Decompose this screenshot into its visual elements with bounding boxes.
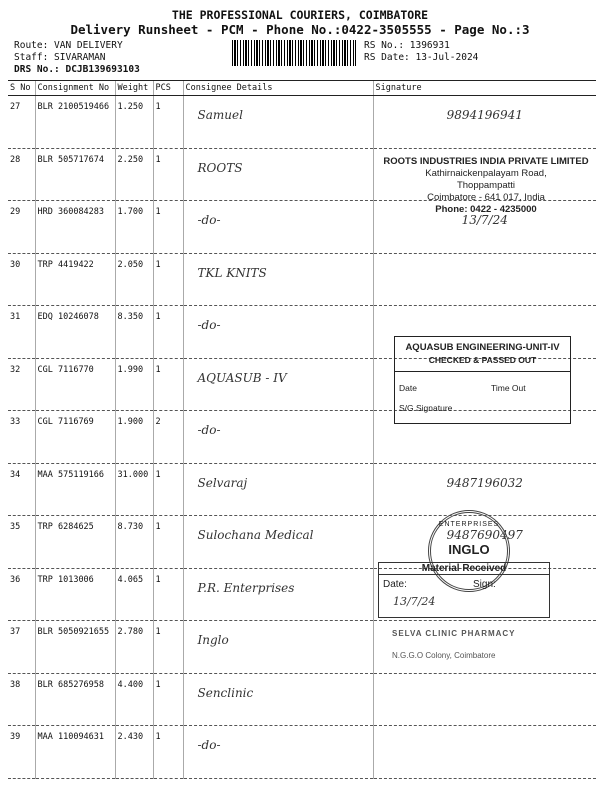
drs-number: DRS No.: DCJB139693103 (14, 64, 140, 75)
table-header-row (8, 81, 596, 96)
material-date-value: 13/7/24 (393, 595, 436, 608)
weight-cell: 4.065 (115, 568, 153, 621)
pcs-cell: 1 (153, 568, 183, 621)
weight-cell: 2.250 (115, 148, 153, 201)
signature-cell: 13/7/24 (373, 201, 596, 254)
consignee-cell: -do- (183, 726, 373, 779)
pcs-cell: 1 (153, 516, 183, 569)
rs-number: RS No.: 1396931 (364, 40, 450, 51)
consignment-cell: EDQ 10246078 (35, 306, 115, 359)
roots-stamp-line: ROOTS INDUSTRIES INDIA PRIVATE LIMITED (383, 156, 589, 167)
pcs-cell: 1 (153, 621, 183, 674)
consignment-cell: BLR 505717674 (35, 148, 115, 201)
runsheet-subtitle: Delivery Runsheet - PCM - Phone No.:0422-3505555 - Page No.:3 (70, 22, 530, 37)
weight-cell: 2.780 (115, 621, 153, 674)
consignee-cell: AQUASUB - IV (183, 358, 373, 411)
consignee-cell: -do- (183, 201, 373, 254)
weight-cell: 31.000 (115, 463, 153, 516)
sno-cell: 28 (8, 148, 35, 201)
inglo-name: INGLO (448, 542, 490, 557)
sno-cell: 37 (8, 621, 35, 674)
aquasub-stamp (394, 336, 571, 424)
table-row (8, 673, 596, 726)
consignment-cell: BLR 685276958 (35, 673, 115, 726)
consignee-cell: -do- (183, 411, 373, 464)
weight-cell: 8.350 (115, 306, 153, 359)
pharmacy-address: N.G.G.O Colony, Coimbatore (392, 651, 496, 660)
col-header: PCS (153, 81, 183, 96)
table-row (8, 463, 596, 516)
weight-cell: 1.700 (115, 201, 153, 254)
pcs-cell: 1 (153, 673, 183, 726)
consignment-cell: CGL 7116770 (35, 358, 115, 411)
consignment-cell: BLR 5050921655 (35, 621, 115, 674)
pcs-cell: 1 (153, 148, 183, 201)
sno-cell: 35 (8, 516, 35, 569)
consignee-cell: -do- (183, 306, 373, 359)
weight-cell: 1.900 (115, 411, 153, 464)
consignee-cell: Selvaraj (183, 463, 373, 516)
weight-cell: 4.400 (115, 673, 153, 726)
aquasub-subtitle: CHECKED & PASSED OUT (428, 355, 537, 365)
sno-cell: 33 (8, 411, 35, 464)
table-row (8, 96, 596, 149)
aquasub-time-label: Time Out (491, 383, 526, 393)
sno-cell: 32 (8, 358, 35, 411)
pcs-cell: 1 (153, 463, 183, 516)
sno-cell: 27 (8, 96, 35, 149)
aquasub-sig-label: S/G Signature (399, 403, 453, 413)
pharmacy-name: SELVA CLINIC PHARMACY (392, 629, 516, 638)
consignee-cell: ROOTS (183, 148, 373, 201)
weight-cell: 1.250 (115, 96, 153, 149)
inglo-ring-text: ENTERPRISES (438, 521, 500, 528)
consignee-cell: TKL KNITS (183, 253, 373, 306)
col-header: S No (8, 81, 35, 96)
consignment-cell: CGL 7116769 (35, 411, 115, 464)
col-header: Consignment No (35, 81, 115, 96)
consignment-cell: TRP 1013006 (35, 568, 115, 621)
consignee-cell: Sulochana Medical (183, 516, 373, 569)
route-label: Route: VAN DELIVERY (14, 40, 123, 51)
pcs-cell: 1 (153, 253, 183, 306)
consignee-cell: Inglo (183, 621, 373, 674)
sno-cell: 29 (8, 201, 35, 254)
weight-cell: 1.990 (115, 358, 153, 411)
consignment-cell: MAA 110094631 (35, 726, 115, 779)
signature-cell: 9894196941 (373, 96, 596, 149)
pcs-cell: 1 (153, 306, 183, 359)
pcs-cell: 2 (153, 411, 183, 464)
table-row (8, 726, 596, 779)
sno-cell: 36 (8, 568, 35, 621)
consignee-cell: Samuel (183, 96, 373, 149)
pcs-cell: 1 (153, 201, 183, 254)
pharmacy-stamp (392, 628, 592, 662)
weight-cell: 2.430 (115, 726, 153, 779)
sno-cell: 39 (8, 726, 35, 779)
consignee-cell: Senclinic (183, 673, 373, 726)
rs-date: RS Date: 13-Jul-2024 (364, 52, 479, 63)
aquasub-title: AQUASUB ENGINEERING-UNIT-IV (405, 342, 560, 353)
sno-cell: 38 (8, 673, 35, 726)
consignment-cell: TRP 4419422 (35, 253, 115, 306)
barcode-image (232, 40, 356, 66)
col-header: Weight (115, 81, 153, 96)
pcs-cell: 1 (153, 358, 183, 411)
roots-stamp-line: Kathirnaickenpalayam Road, (425, 168, 547, 179)
table-row (8, 253, 596, 306)
consignee-cell: P.R. Enterprises (183, 568, 373, 621)
signature-cell: 9487196032 (373, 463, 596, 516)
material-received-title: Material Received (379, 563, 549, 575)
staff-label: Staff: SIVARAMAN (14, 52, 106, 63)
weight-cell: 8.730 (115, 516, 153, 569)
col-header: Signature (373, 81, 596, 96)
signature-cell: 9487690497 (373, 516, 596, 569)
col-header: Consignee Details (183, 81, 373, 96)
consignment-cell: MAA 575119166 (35, 463, 115, 516)
consignment-cell: HRD 360084283 (35, 201, 115, 254)
weight-cell: 2.050 (115, 253, 153, 306)
roots-stamp-line: Thoppampatti (456, 180, 516, 191)
material-date-label: Date: (383, 579, 407, 590)
material-received-stamp (378, 562, 550, 618)
material-sign-label: Sign: (473, 579, 496, 590)
signature-cell (373, 673, 596, 726)
pcs-cell: 1 (153, 96, 183, 149)
signature-cell (373, 726, 596, 779)
consignment-cell: TRP 6284625 (35, 516, 115, 569)
roots-stamp-line: Coimbatore - 641 017, India (427, 192, 545, 203)
roots-stamp-line: Phone: 0422 - 4235000 (435, 204, 537, 215)
consignment-cell: BLR 2100519466 (35, 96, 115, 149)
company-title: THE PROFESSIONAL COURIERS, COIMBATORE (171, 8, 429, 22)
signature-cell (373, 253, 596, 306)
roots-stamp (376, 156, 596, 216)
aquasub-date-label: Date (399, 383, 417, 393)
sno-cell: 31 (8, 306, 35, 359)
sno-cell: 34 (8, 463, 35, 516)
sno-cell: 30 (8, 253, 35, 306)
pcs-cell: 1 (153, 726, 183, 779)
